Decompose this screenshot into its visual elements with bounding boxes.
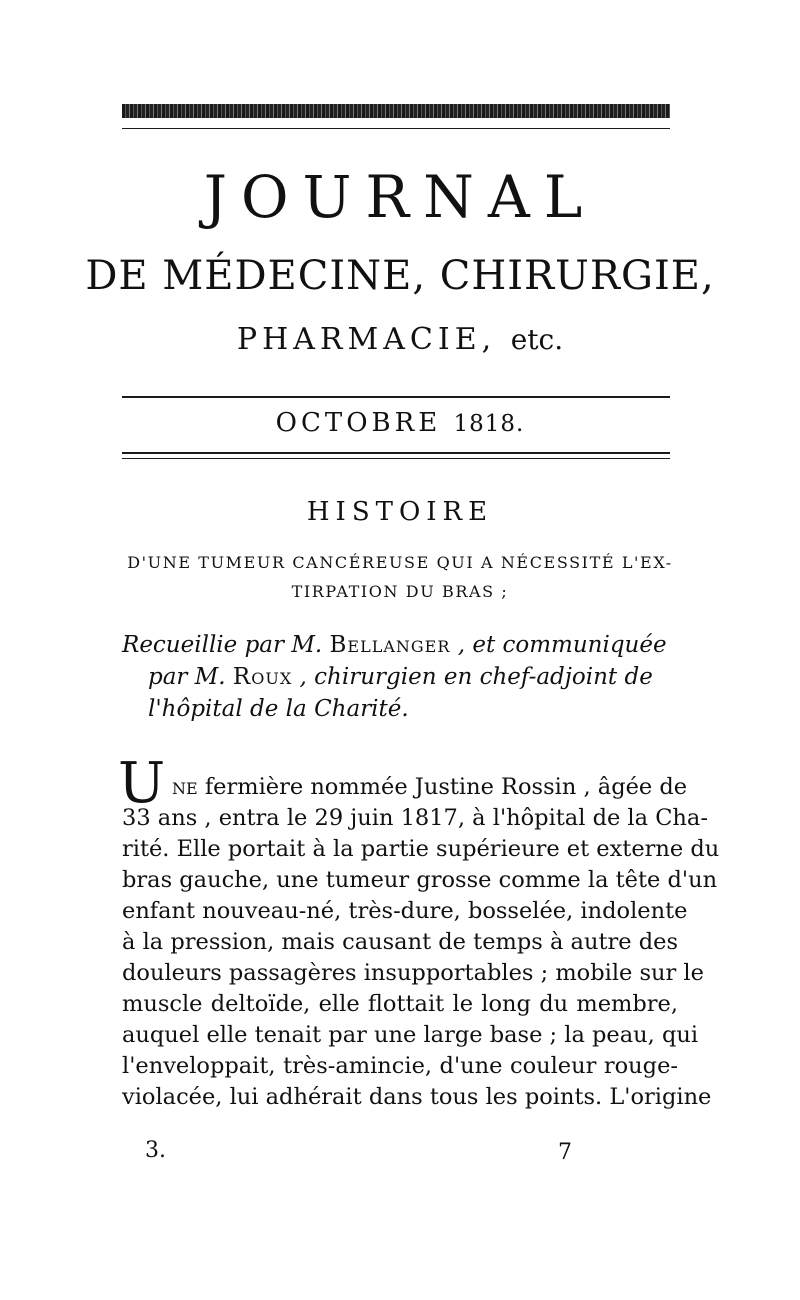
journal-subtitle-line1: DE MÉDECINE, CHIRURGIE, [85,253,715,299]
issue-year: 1818. [453,411,525,437]
rule-below-date [122,452,670,454]
body-line: muscle deltoïde, elle flottait le long du membre, [122,991,678,1017]
body-line: rité. Elle portait à la partie supérieure et externe du [122,836,720,862]
article-credit-line2 [148,664,653,690]
body-line: auquel elle tenait par une large base ; la peau, qui [122,1022,699,1048]
body-line: violacée, lui adhérait dans tous les points. L'origine [122,1084,712,1110]
article-subtitle-line2: TIRPATION DU BRAS ; [291,582,509,601]
article-subtitle-line1: D'UNE TUMEUR CANCÉREUSE QUI A NÉCESSITÉ L'EX- [127,553,673,572]
signature-mark: 7 [558,1140,572,1165]
author-name: Bellanger [329,632,451,658]
article-credit-line1 [122,632,667,658]
body-line: enfant nouveau-né, très-dure, bosselée, indolente [122,898,688,924]
journal-subtitle-line2 [0,322,800,357]
article-title: HISTOIRE [306,497,494,527]
communicator-name: Roux [232,664,293,690]
body-line: bras gauche, une tumeur grosse comme la tête d'un [122,867,718,893]
first-word-rest: ne [172,774,198,800]
rule-below-date-thin [122,458,670,459]
body-line: douleurs passagères insupportables ; mobile sur le [122,960,704,986]
credit-text: par M. [148,664,226,690]
credit-text: , chirurgien en chef-adjoint de [299,664,653,690]
journal-title: JOURNAL [203,163,597,231]
drop-cap: U [118,751,166,816]
first-line-text: fermière nommée Justine Rossin , âgée de [204,774,688,800]
body-line [172,774,688,800]
body-line: l'enveloppait, très-amincie, d'une couleur rouge- [122,1053,678,1079]
signature-number: 3. [145,1138,166,1163]
article-credit-line3 [148,696,409,722]
decorative-band [122,104,670,118]
issue-date [0,408,800,438]
rule-above-date [122,396,670,398]
body-line: à la pression, mais causant de temps à autre des [122,929,678,955]
rule-top [122,128,670,129]
credit-text: Recueillie par M. [122,632,323,658]
issue-month: OCTOBRE [275,408,442,438]
credit-text: l'hôpital de la Charité. [148,696,409,722]
body-line: 33 ans , entra le 29 juin 1817, à l'hôpital de la Cha- [122,805,708,831]
credit-text: , et communiquée [457,632,667,658]
subtitle-pharmacie: PHARMACIE, [236,322,497,357]
subtitle-etc: etc. [510,323,564,356]
